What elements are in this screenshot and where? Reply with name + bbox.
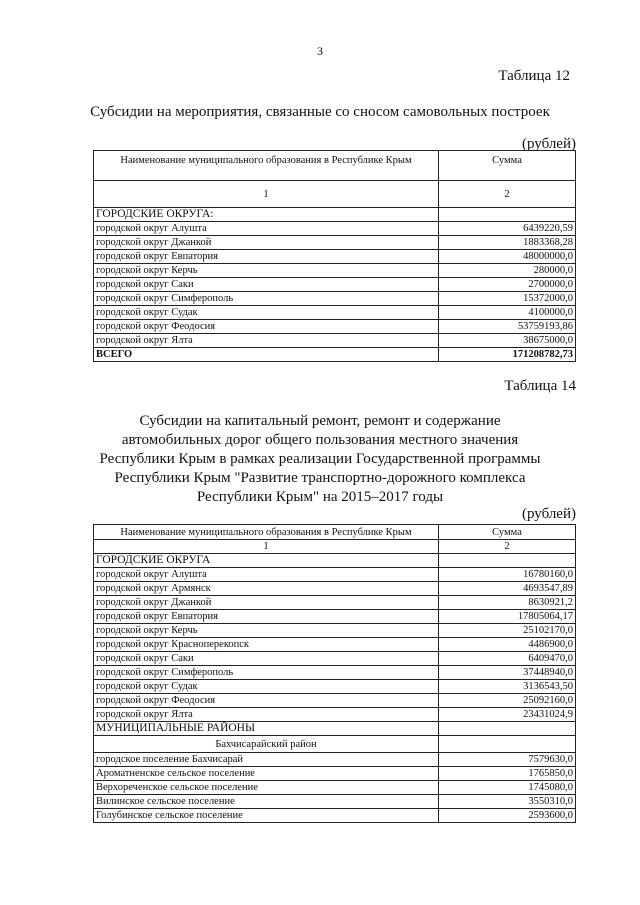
table-row: Голубинское сельское поселение 2593600,0: [94, 809, 576, 823]
section-heading: МУНИЦИПАЛЬНЫЕ РАЙОНЫ: [94, 722, 439, 736]
table-12-title: Субсидии на мероприятия, связанные со сносом самовольных построек: [90, 104, 550, 120]
table-row: Вилинское сельское поселение 3550310,0: [94, 795, 576, 809]
table-12: [93, 150, 576, 362]
table-row: городской округ Алушта 6439220,59: [94, 222, 576, 236]
table-row: городской округ Армянск 4693547,89: [94, 582, 576, 596]
total-label: ВСЕГО: [94, 348, 439, 362]
table-12-label: Таблица 12: [498, 68, 570, 84]
table-row: городской округ Судак 4100000,0: [94, 306, 576, 320]
col1-header: Наименование муниципального образования в Республике Крым: [94, 151, 439, 181]
table-row: городской округ Саки 2700000,0: [94, 278, 576, 292]
col2-index: 2: [439, 181, 576, 208]
table-row: городской округ Ялта 38675000,0: [94, 334, 576, 348]
table-row: городской округ Алушта 16780160,0: [94, 568, 576, 582]
table-row: городской округ Джанкой 1883368,28: [94, 236, 576, 250]
table-row: городской округ Феодосия 53759193,86: [94, 320, 576, 334]
section-heading: ГОРОДСКИЕ ОКРУГА: [94, 554, 439, 568]
col2-header: Сумма: [439, 525, 576, 540]
table-row: Верхореченское сельское поселение 1745080,0: [94, 781, 576, 795]
table-row: Ароматненское сельское поселение 1765850,0: [94, 767, 576, 781]
table-row: городской округ Симферополь 37448940,0: [94, 666, 576, 680]
table-row: городской округ Евпатория 17805064,17: [94, 610, 576, 624]
table-row: городской округ Симферополь 15372000,0: [94, 292, 576, 306]
table-row: городской округ Красноперекопск 4486900,0: [94, 638, 576, 652]
table-14-title: Субсидии на капитальный ремонт, ремонт и содержание автомобильных дорог общего пользования местного значения Республики Крым в рамках реализации Государственной программы Республики Крым "Развитие транспортно-дорожного комплекса Республики Крым" на 2015–2017 годы: [99, 413, 541, 505]
col2-header: Сумма: [439, 151, 576, 181]
table-row: городской округ Керчь 280000,0: [94, 264, 576, 278]
total-row: [94, 348, 576, 362]
col1-index: 1: [94, 540, 439, 554]
table-row: городское поселение Бахчисарай 7579630,0: [94, 753, 576, 767]
section-heading: ГОРОДСКИЕ ОКРУГА:: [94, 208, 439, 222]
table-row: городской округ Судак 3136543,50: [94, 680, 576, 694]
table-row: городской округ Саки 6409470,0: [94, 652, 576, 666]
col1-header: Наименование муниципального образования в Республике Крым: [94, 525, 439, 540]
table-row: городской округ Джанкой 8630921,2: [94, 596, 576, 610]
table-14: [93, 524, 576, 823]
table-row: городской округ Керчь 25102170,0: [94, 624, 576, 638]
table-row: городской округ Феодосия 25092160,0: [94, 694, 576, 708]
col1-index: 1: [94, 181, 439, 208]
table-row: городской округ Ялта 23431024,9: [94, 708, 576, 722]
table-14-label: Таблица 14: [504, 378, 576, 394]
district-heading: Бахчисарайский район: [94, 736, 439, 753]
col2-index: 2: [439, 540, 576, 554]
page-number: 3: [317, 44, 323, 58]
total-sum: 171208782,73: [439, 348, 576, 362]
table-12-unit: (рублей): [521, 136, 576, 152]
table-row: городской округ Евпатория 48000000,0: [94, 250, 576, 264]
table-14-unit: (рублей): [521, 506, 576, 522]
